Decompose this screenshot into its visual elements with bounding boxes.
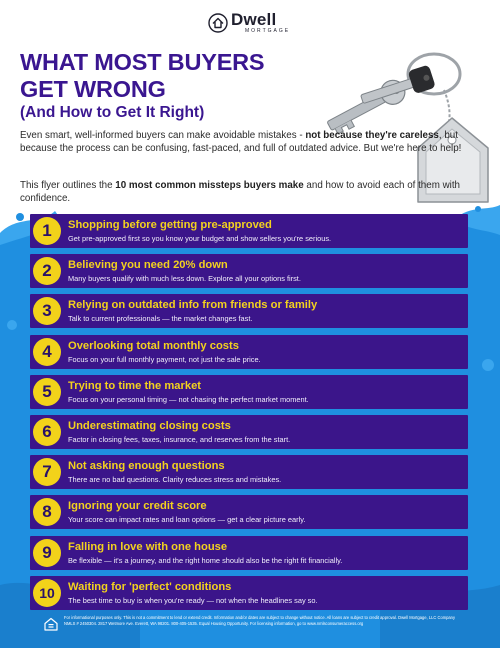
intro-paragraph [20, 129, 475, 155]
mistake-title: Waiting for 'perfect' conditions [68, 580, 232, 593]
intro-emphasis-1: not because they're careless [305, 130, 439, 141]
mistake-title: Shopping before getting pre-approved [68, 219, 272, 231]
number-badge: 6 [33, 418, 61, 446]
number-badge: 10 [33, 579, 61, 607]
number-badge: 9 [33, 539, 61, 567]
mistake-description: Get pre-approved first so you know your budget and show sellers you're serious. [68, 234, 332, 243]
number-badge: 4 [33, 338, 61, 366]
intro-text-2: , but because the process can be confusing, fast-paced, and full of outdated advice. But we're here to help! [20, 130, 462, 154]
number-badge: 1 [33, 217, 61, 245]
list-item [30, 415, 468, 449]
intro-paragraph-2 [20, 179, 475, 205]
intro-text-4: and how to avoid each of them with confidence. [20, 180, 461, 204]
mistakes-list [30, 214, 468, 616]
list-item [30, 495, 468, 529]
mistake-description: Be flexible — it's a journey, and the right home should also be the right fit financially. [68, 555, 343, 565]
title-line-2: GET WRONG [20, 76, 166, 102]
brand-logo [208, 11, 290, 34]
house-icon [208, 13, 228, 33]
list-item [30, 214, 468, 248]
list-item [30, 455, 468, 489]
mistake-description: There are no bad questions. Clarity reduces stress and mistakes. [68, 475, 282, 485]
mistake-description: Your score can impact rates and loan options — get a clear picture early. [68, 515, 306, 525]
mistake-title: Trying to time the market [68, 379, 202, 392]
mistake-title: Overlooking total monthly costs [68, 339, 239, 352]
page-title [20, 49, 320, 103]
brand-name: Dwell [231, 10, 277, 29]
intro-text-3: This flyer outlines the [20, 180, 116, 191]
mistake-description: Many buyers qualify with much less down. Explore all your options first. [68, 274, 301, 284]
list-item [30, 375, 468, 409]
list-item [30, 536, 468, 570]
number-badge: 2 [33, 257, 61, 285]
mistake-title: Relying on outdated info from friends or family [68, 299, 318, 312]
list-item [30, 254, 468, 288]
mistake-title: Not asking enough questions [68, 460, 225, 473]
mistake-description: Factor in closing fees, taxes, insurance, and reserves from the start. [68, 434, 291, 444]
number-badge: 7 [33, 458, 61, 486]
mistake-description: Talk to current professionals — the market changes fast. [68, 314, 253, 324]
legal-disclaimer: For informational purposes only. This is not a commitment to lend or extend credit. Information and/or dates are subject to change without notice. All loans are subject to credit approval. Dwell Mortgage, LLC Company NMLS # 2450304. 2817 Wetmore Ave. Everett, WA 98201. 800-405-1535. Equal Housing Opportunity. For licensing information, go to www.nmlsconsumeraccess.org [64, 615, 456, 626]
mistake-description: The best time to buy is when you're ready — not when the headlines say so. [68, 595, 318, 605]
mistake-title: Ignoring your credit score [68, 500, 207, 513]
list-item [30, 294, 468, 328]
mistake-title: Falling in love with one house [68, 540, 228, 553]
intro-text-1: Even smart, well-informed buyers can make avoidable mistakes - [20, 130, 306, 141]
equal-housing-icon [44, 617, 58, 631]
list-item [30, 576, 468, 610]
number-badge: 5 [33, 378, 61, 406]
list-item [30, 335, 468, 369]
intro-emphasis-2: 10 most common missteps buyers make [115, 180, 304, 191]
number-badge: 3 [33, 297, 61, 325]
brand-tagline: MORTGAGE [245, 28, 291, 34]
mistake-title: Believing you need 20% down [68, 259, 228, 272]
mistake-description: Focus on your full monthly payment, not just the sale price. [68, 354, 261, 364]
title-line-1: WHAT MOST BUYERS [20, 49, 265, 75]
page-subtitle: (And How to Get It Right) [20, 104, 205, 121]
mistake-description: Focus on your personal timing — not chasing the perfect market moment. [68, 394, 309, 404]
number-badge: 8 [33, 498, 61, 526]
mistake-title: Underestimating closing costs [68, 419, 231, 432]
